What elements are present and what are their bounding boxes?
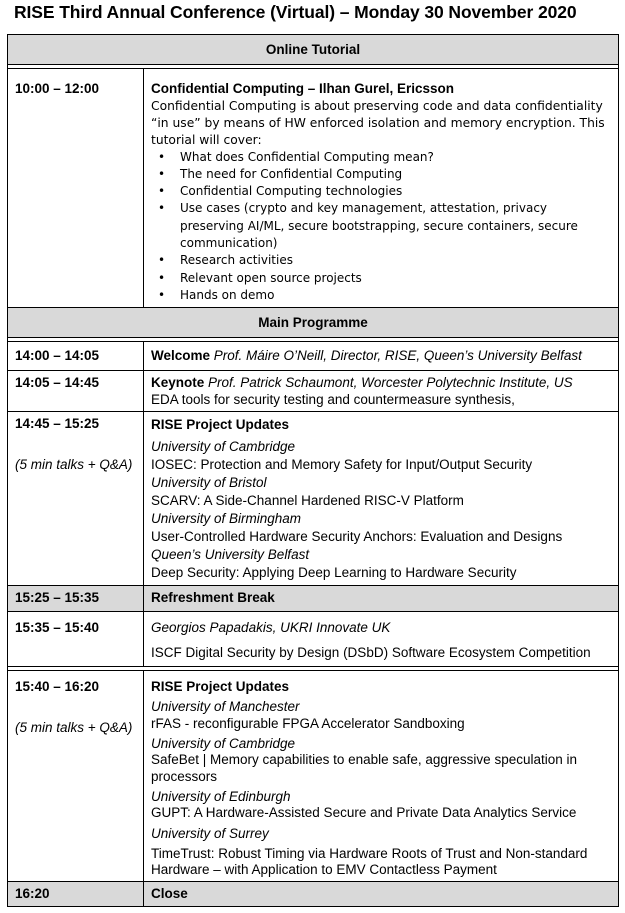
- section-header-online-tutorial: [8, 35, 619, 65]
- project-talk: Deep Security: Applying Deep Learning to Hardware Security: [151, 565, 517, 581]
- list-item: • What does Confidential Computing mean?: [180, 149, 612, 166]
- project-org: University of Edinburgh: [151, 788, 291, 804]
- session-speaker: Prof. Máire O’Neill, Director, RISE, Queen’s University Belfast: [210, 348, 582, 364]
- tutorial-intro: Confidential Computing is about preserving code and data confidentiality “in use” by means of HW enforced isolation and memory encryption. This tutorial will cover:: [151, 98, 605, 147]
- session-row-tutorial: [8, 69, 619, 308]
- project-org: University of Manchester: [151, 699, 300, 715]
- project-talk: rFAS - reconfigurable FPGA Accelerator Sandboxing: [151, 715, 465, 731]
- bullet-icon: •: [158, 166, 166, 181]
- list-item: • Research activities: [180, 252, 612, 269]
- section-title: Online Tutorial: [8, 35, 619, 65]
- section-title: Main Programme: [8, 308, 619, 338]
- bullet-icon: •: [158, 201, 166, 216]
- project-org: University of Cambridge: [151, 736, 296, 752]
- session-talk: ISCF Digital Security by Design (DSbD) Software Ecosystem Competition: [151, 644, 591, 660]
- session-time: 15:35 – 15:40: [15, 620, 100, 636]
- bullet-icon: •: [158, 270, 166, 285]
- session-label: Refreshment Break: [151, 590, 275, 606]
- project-talk: GUPT: A Hardware-Assisted Secure and Private Data Analytics Service: [151, 805, 577, 821]
- session-time: 10:00 – 12:00: [15, 81, 100, 96]
- list-item: • Hands on demo: [180, 287, 612, 304]
- session-note: (5 min talks + Q&A): [15, 457, 133, 473]
- project-org: Queen’s University Belfast: [151, 547, 310, 563]
- session-label: Welcome: [151, 348, 211, 364]
- session-row-welcome: [8, 342, 619, 371]
- session-row-keynote: [8, 371, 619, 412]
- list-item: • The need for Confidential Computing: [180, 166, 612, 183]
- session-time: 14:00 – 14:05: [15, 348, 100, 364]
- session-heading: RISE Project Updates: [151, 679, 290, 695]
- list-item: • Use cases (crypto and key management, attestation, privacy preserving AI/ML, secure bootstrapping, secure containers, secure communication): [158, 201, 578, 250]
- section-header-main-programme: [8, 308, 619, 338]
- project-org: University of Birmingham: [151, 511, 302, 527]
- session-speaker: Georgios Papadakis, UKRI Innovate UK: [151, 620, 391, 636]
- project-talk: IOSEC: Protection and Memory Safety for Input/Output Security: [151, 457, 533, 473]
- session-label: Keynote: [151, 375, 205, 391]
- session-speaker: Prof. Patrick Schaumont, Worcester Polytechnic Institute, US: [204, 375, 573, 391]
- bullet-icon: •: [158, 287, 166, 302]
- tutorial-topic-list: [151, 149, 612, 305]
- tutorial-heading: Confidential Computing – Ilhan Gurel, Ericsson: [151, 81, 455, 96]
- session-row-project-updates-2: [8, 671, 619, 882]
- project-org: University of Cambridge: [151, 439, 296, 455]
- session-label: Close: [151, 886, 188, 902]
- project-talk: User-Controlled Hardware Security Anchors: Evaluation and Designs: [151, 529, 563, 545]
- project-org: University of Surrey: [151, 825, 269, 841]
- session-heading: RISE Project Updates: [151, 417, 290, 433]
- project-org: University of Bristol: [151, 475, 267, 491]
- bullet-icon: •: [158, 253, 166, 268]
- session-talk: EDA tools for security testing and countermeasure synthesis,: [151, 391, 515, 407]
- programme-table: [7, 34, 619, 907]
- session-row-close: [8, 882, 619, 907]
- list-item: • Confidential Computing technologies: [180, 183, 612, 200]
- project-talk: TimeTrust: Robust Timing via Hardware Roots of Trust and Non-standard Hardware – with Application to EMV Contactless Payment: [151, 845, 588, 878]
- session-row-project-updates-1: [8, 412, 619, 586]
- session-time: 14:45 – 15:25: [15, 416, 100, 432]
- bullet-icon: •: [158, 184, 166, 199]
- session-time: 15:25 – 15:35: [15, 590, 100, 606]
- session-time: 16:20: [15, 886, 50, 902]
- bullet-icon: •: [158, 149, 166, 164]
- page-title: RISE Third Annual Conference (Virtual) – Monday 30 November 2020: [14, 2, 577, 22]
- project-talk: SCARV: A Side-Channel Hardened RISC-V Platform: [151, 493, 464, 509]
- project-talk: SafeBet | Memory capabilities to enable safe, aggressive speculation in processors: [151, 752, 577, 784]
- session-row-break: [8, 586, 619, 612]
- session-note: (5 min talks + Q&A): [15, 720, 133, 736]
- list-item: • Relevant open source projects: [180, 270, 612, 287]
- session-time: 15:40 – 16:20: [15, 679, 100, 695]
- session-time: 14:05 – 14:45: [15, 375, 100, 391]
- session-row-ukri: [8, 612, 619, 667]
